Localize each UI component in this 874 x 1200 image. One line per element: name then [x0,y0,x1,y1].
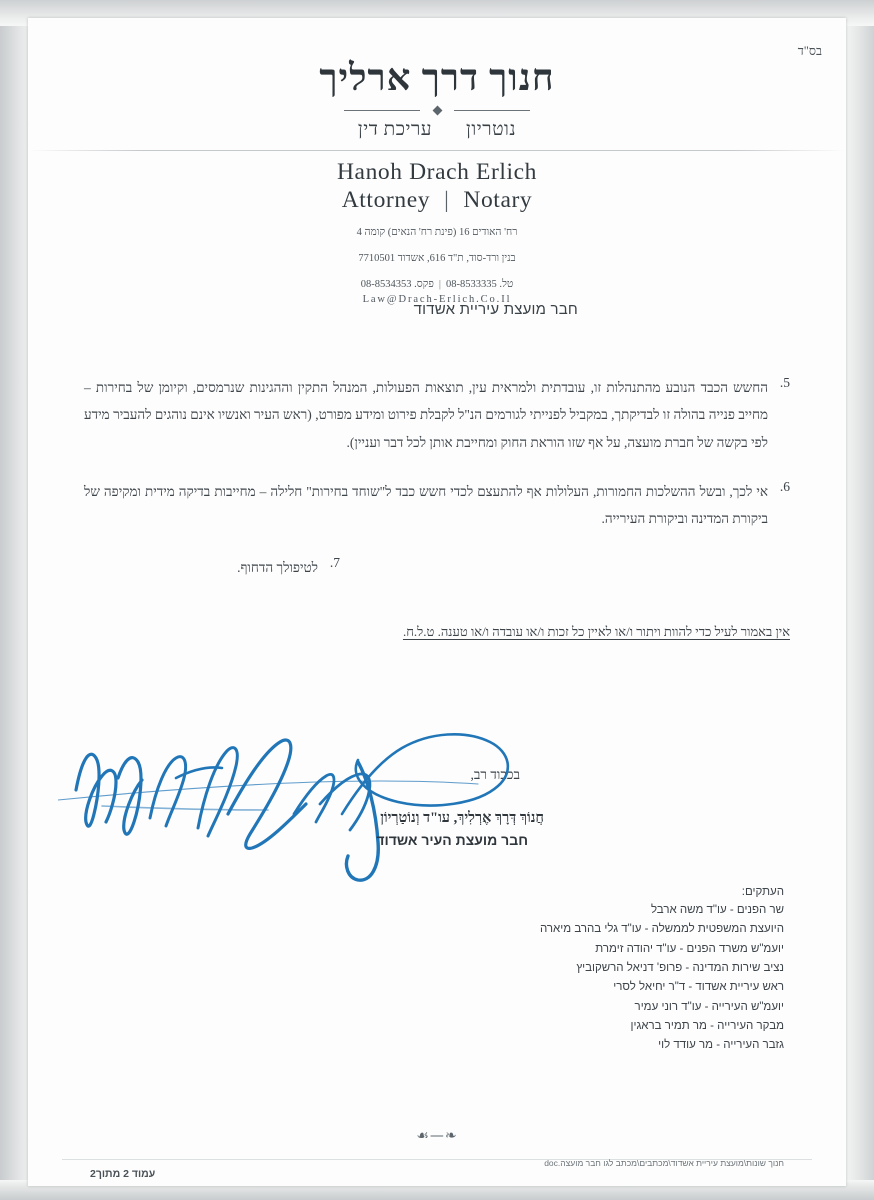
signatory-title: חבר מועצת העיר אשדוד [376,832,528,848]
cc-heading: העתקים: [741,886,784,898]
letter-content [28,18,846,1186]
letterhead-firm-name-english: Hanoh Drach Erlich [336,159,538,186]
clause-item [84,554,340,581]
letterhead-address-line: רח' האודים 16 (פינת רח' הנאים) קומה 4 [356,226,518,238]
cc-recipient: יועמ"ש העירייה - עו"ד רוני עמיר [634,1000,784,1013]
fax-label: פקס. [414,278,434,290]
cc-recipient: גזבר העירייה - מר עודד לוי [658,1039,784,1052]
cc-recipient: שר הפנים - עו"ד משה ארבל [650,904,784,916]
letterhead-ornamental-rule [344,106,530,115]
handwritten-signature-icon [58,718,558,888]
scan-edge-right [844,0,874,1200]
letterhead-city-line: בנין ורד-סוד, ת"ד 616, אשדוד 7710501 [358,252,516,264]
signatory-name: חֲנוֹךְ דְּרָךְ אֶרְלִיךְ, עו"ד וְנוֹטַרְיוֹן [380,810,544,826]
clause-text: אי לכך, ובשל ההשלכות החמורות, העלולות אף להתעצם לכדי חשש כבד ל"שוחד בחירות" חלילה – מחייבות בדיקה מידית ומקיפה של ביקורת המדינה וביקורת העירייה. [84,483,768,527]
clause-number: 5. [779,375,790,390]
practice-law-hebrew: עריכת דין [357,119,433,141]
letterhead-divider [28,150,846,151]
diamond-icon [432,106,442,116]
letter-body [84,374,790,604]
letterhead-practice-hebrew [28,119,846,141]
cc-recipient: היועצת המשפטית לממשלה - עו"ד גלי בהרב מיארה [539,923,784,936]
footer-ornament-icon: ☙—❧ [416,1128,458,1144]
cc-recipient: יועמ"ש משרד הפנים - עו"ד יהודה זימרת [595,942,784,955]
addressee-line: חבר מועצת עיריית אשדוד [413,301,578,318]
cc-recipient: ראש עיריית אשדוד - ד"ר יחיאל לסרי [613,981,784,994]
phone-label: טל. [499,278,514,290]
letterhead-firm-name-hebrew: חנוך דרך ארליך [319,58,555,99]
role-attorney: Attorney [341,187,431,214]
clause-item [84,478,790,533]
practice-notary-hebrew: נוטריון [466,119,517,141]
pipe-separator-icon: | [438,278,441,290]
legal-disclaimer: אין באמור לעיל כדי להוות ויתור ו/או לאיין כל זכות ו/או עובדה ו/או טענה. ט.ל.ח. [402,624,790,639]
letterhead-phone-line [28,276,846,293]
footer-page-number: עמוד 2 מתוך2 [90,1168,156,1180]
letterhead [28,58,846,305]
clause-text: החשש הכבד הנובע מהתנהלות זו, עובדתית ולמראית עין, תוצאות הפעולות, המנהל התקין וההגינות שנרמסים, וקיומן של בחירות – מחייב פנייה בהולה זו לבדיקתך, במקביל לפנייתי לגורמים הנ"ל לקבלת פירוט ומידע מפורט, (ראש העיר ואנשיו אינם נוהגים להעביר מידע לפי בקשה של חברת מועצה, על אף שזו הוראת החוק ומחייבת אותן לכל דבר ועניין). [84,380,768,450]
letterhead-email: Law@Drach-Erlich.Co.Il [362,293,512,305]
cc-recipient: מבקר העירייה - מר תמיר בראגין [630,1019,784,1032]
cc-recipients-block [364,886,784,1056]
role-notary: Notary [463,187,533,214]
signature-area [28,718,846,888]
letterhead-role-english [28,187,846,215]
closing-regards: בכבוד רב, [470,767,520,782]
clause-item [84,374,790,456]
phone-number: 08-8533335 [445,278,497,290]
clause-number: 6. [779,478,790,494]
clause-number: 7. [329,555,340,571]
fax-number: 08-8534353 [360,278,412,290]
bsd-marker: בס"ד [797,44,822,58]
clause-text: לטיפולך הדחוף. [237,560,318,576]
role-separator-icon: | [444,187,450,214]
letter-sheet [28,18,846,1186]
cc-recipient: נציב שירות המדינה - פרופ' דניאל הרשקוביץ [576,961,784,974]
footer-file-path: חנוך שונות\מועצת עיריית אשדוד\מכתבים\מכתב לגו חבר מועצה.doc [544,1158,784,1168]
